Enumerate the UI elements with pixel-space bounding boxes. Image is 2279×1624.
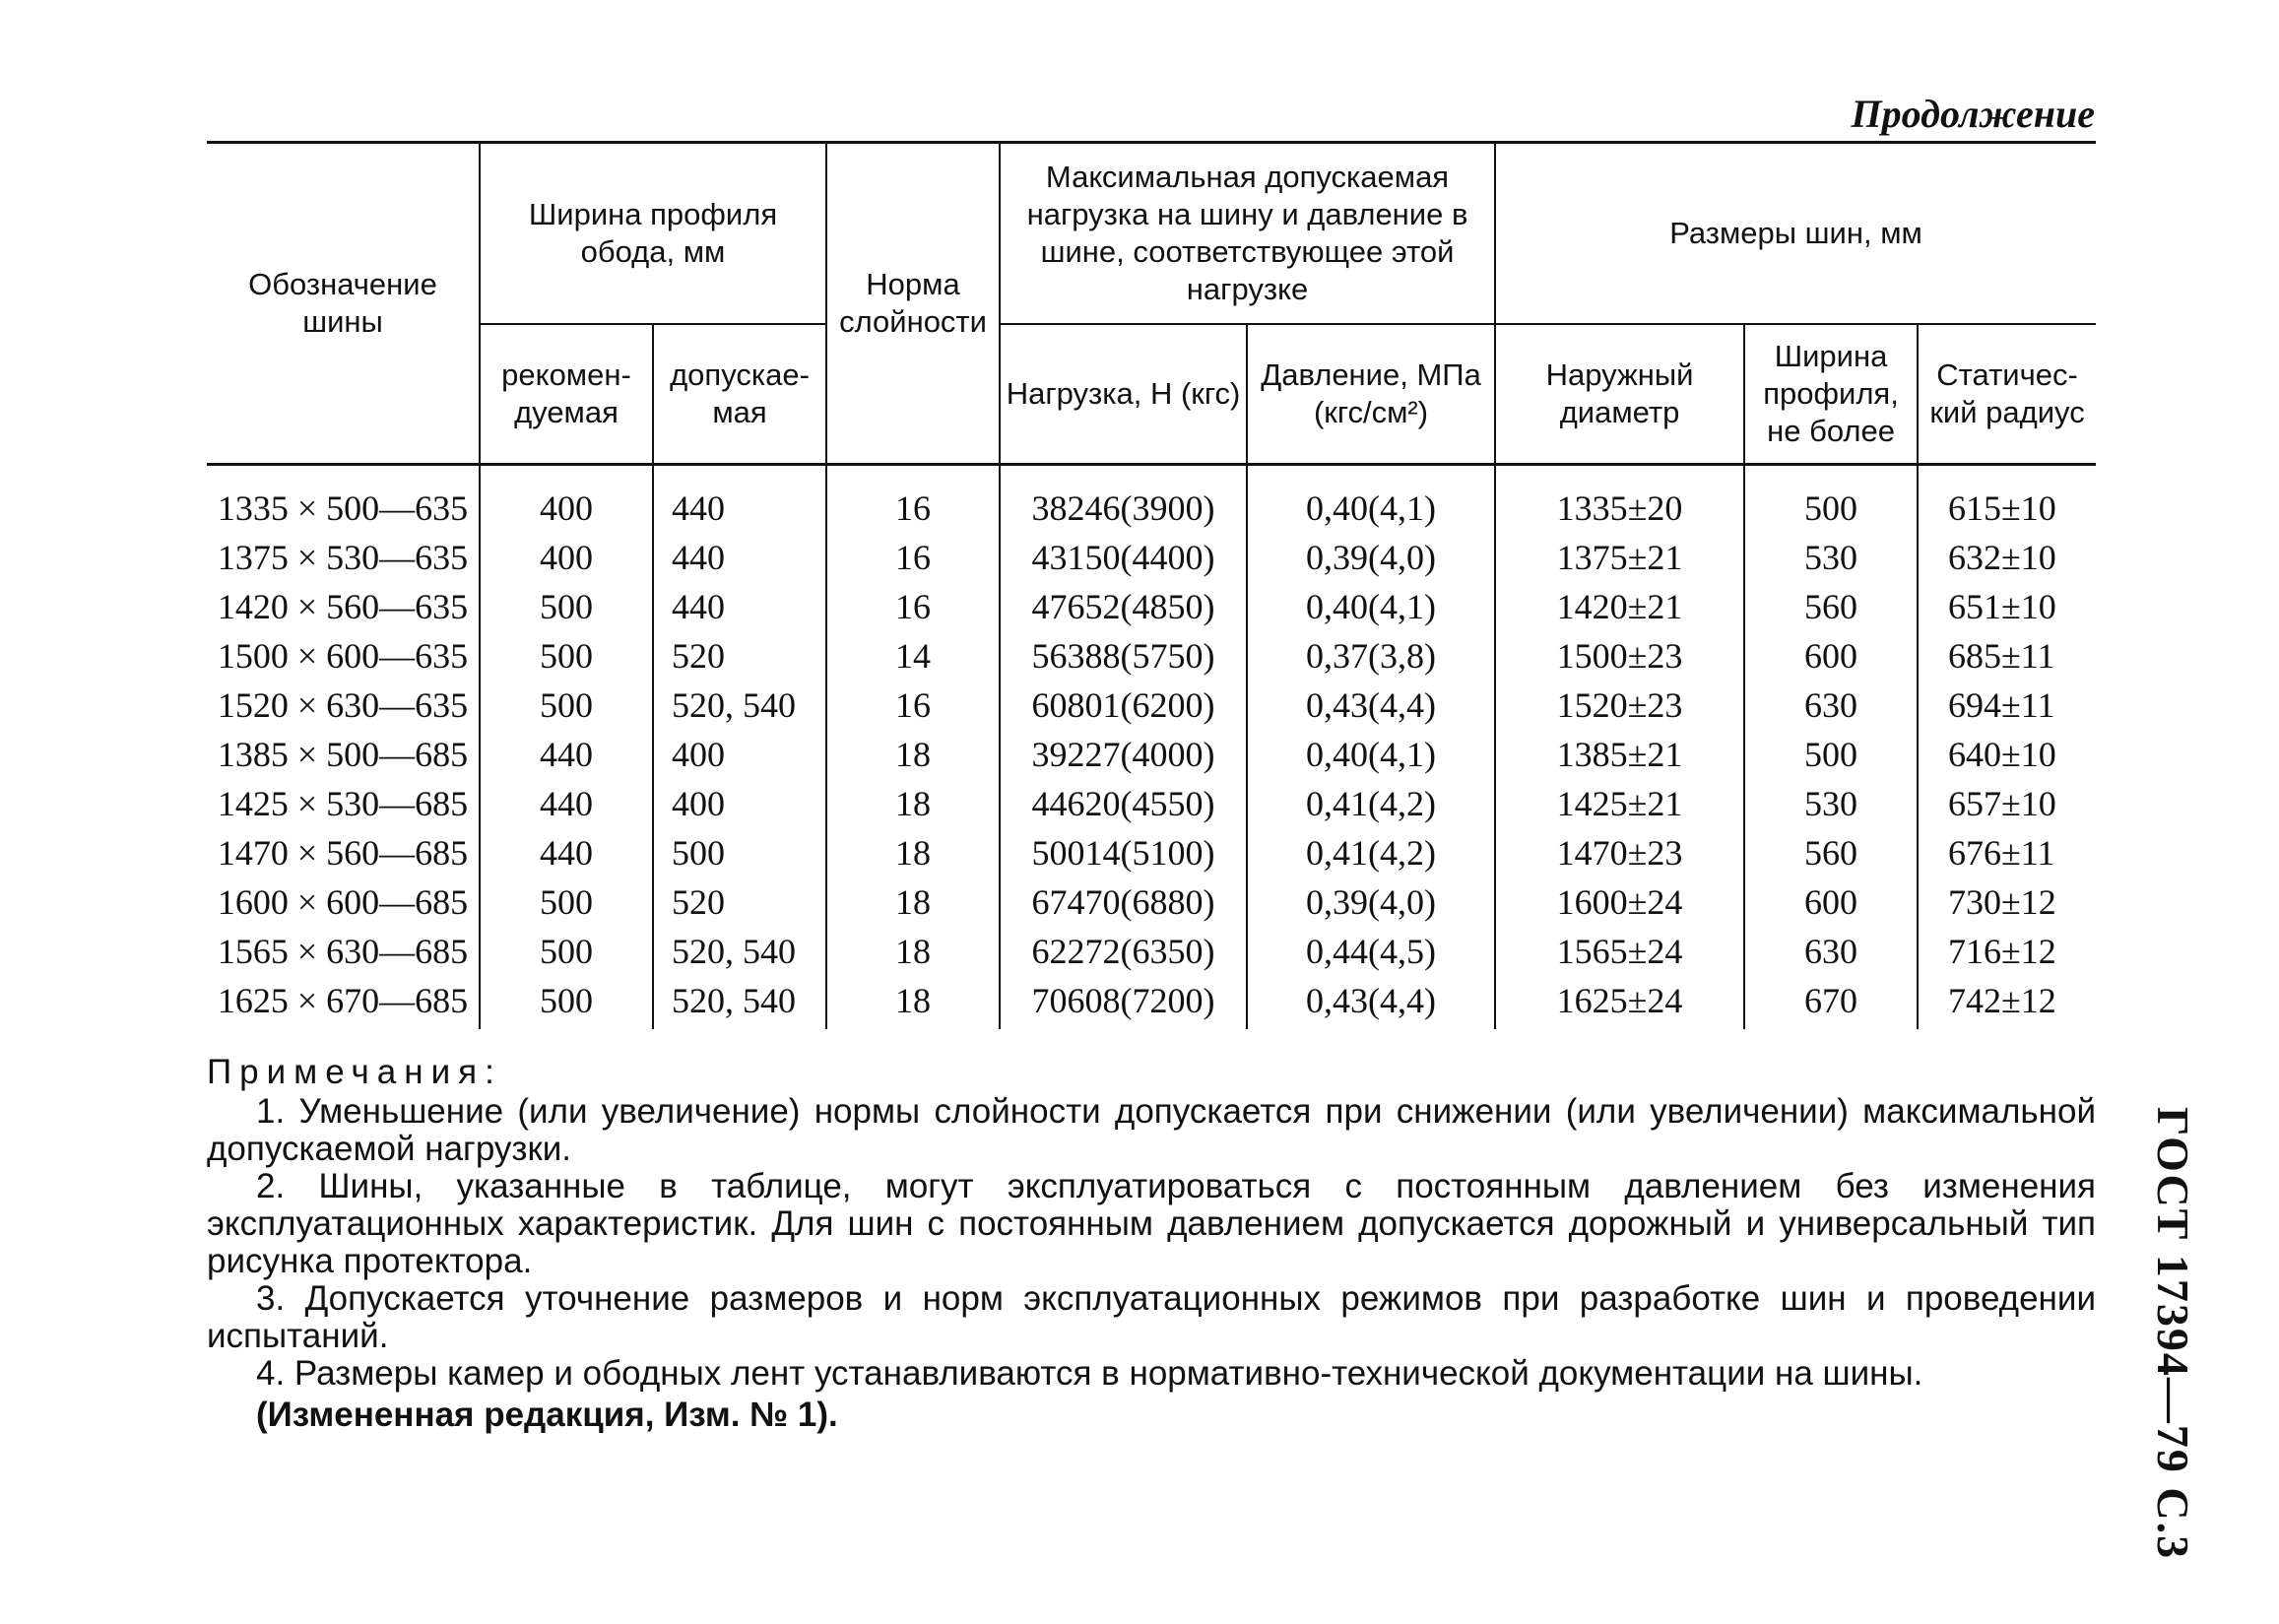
- cell-allowed-width: 520, 540: [653, 927, 826, 976]
- cell-outer-diameter: 1600±24: [1495, 877, 1744, 927]
- cell-static-radius: 632±10: [1918, 533, 2096, 582]
- cell-load: 56388(5750): [1000, 631, 1247, 681]
- cell-ply-rating: 16: [826, 681, 1000, 730]
- cell-ply-rating: 14: [826, 631, 1000, 681]
- cell-allowed-width: 400: [653, 730, 826, 779]
- cell-section-width: 630: [1744, 681, 1918, 730]
- table-row: [207, 533, 2096, 582]
- cell-tire-designation: 1625 × 670—685: [207, 976, 480, 1029]
- table-row: [207, 681, 2096, 730]
- cell-load: 62272(6350): [1000, 927, 1247, 976]
- cell-ply-rating: 16: [826, 533, 1000, 582]
- table-header: [207, 143, 2096, 465]
- cell-static-radius: 730±12: [1918, 877, 2096, 927]
- cell-section-width: 560: [1744, 582, 1918, 631]
- cell-allowed-width: 520: [653, 631, 826, 681]
- cell-static-radius: 651±10: [1918, 582, 2096, 631]
- cell-recommended-width: 500: [480, 582, 653, 631]
- table-row: [207, 976, 2096, 1029]
- cell-section-width: 600: [1744, 631, 1918, 681]
- continuation-label: Продолжение: [1851, 92, 2095, 136]
- cell-outer-diameter: 1520±23: [1495, 681, 1744, 730]
- cell-tire-designation: 1600 × 600—685: [207, 877, 480, 927]
- cell-pressure: 0,39(4,0): [1247, 533, 1495, 582]
- cell-allowed-width: 500: [653, 828, 826, 877]
- cell-pressure: 0,39(4,0): [1247, 877, 1495, 927]
- cell-recommended-width: 440: [480, 779, 653, 828]
- header-recommended: рекомен-дуемая: [480, 324, 653, 465]
- cell-recommended-width: 500: [480, 877, 653, 927]
- cell-ply-rating: 18: [826, 976, 1000, 1029]
- cell-allowed-width: 520, 540: [653, 976, 826, 1029]
- cell-tire-designation: 1470 × 560—685: [207, 828, 480, 877]
- cell-ply-rating: 16: [826, 582, 1000, 631]
- cell-tire-designation: 1375 × 530—635: [207, 533, 480, 582]
- cell-recommended-width: 500: [480, 681, 653, 730]
- cell-load: 70608(7200): [1000, 976, 1247, 1029]
- table-row: [207, 927, 2096, 976]
- cell-outer-diameter: 1335±20: [1495, 465, 1744, 534]
- cell-outer-diameter: 1425±21: [1495, 779, 1744, 828]
- header-static-radius: Статичес-кий радиус: [1918, 324, 2096, 465]
- note-item: 4. Размеры камер и ободных лент устанавливаются в нормативно-технической документации на шины.: [256, 1354, 1923, 1393]
- table-row: [207, 779, 2096, 828]
- cell-pressure: 0,44(4,5): [1247, 927, 1495, 976]
- notes-heading: Примечания:: [207, 1053, 502, 1091]
- cell-pressure: 0,43(4,4): [1247, 976, 1495, 1029]
- cell-outer-diameter: 1420±21: [1495, 582, 1744, 631]
- cell-outer-diameter: 1625±24: [1495, 976, 1744, 1029]
- cell-pressure: 0,40(4,1): [1247, 465, 1495, 534]
- cell-tire-designation: 1420 × 560—635: [207, 582, 480, 631]
- cell-tire-designation: 1500 × 600—635: [207, 631, 480, 681]
- cell-load: 47652(4850): [1000, 582, 1247, 631]
- cell-outer-diameter: 1385±21: [1495, 730, 1744, 779]
- cell-allowed-width: 520, 540: [653, 681, 826, 730]
- cell-ply-rating: 18: [826, 927, 1000, 976]
- cell-recommended-width: 440: [480, 828, 653, 877]
- cell-pressure: 0,41(4,2): [1247, 779, 1495, 828]
- cell-static-radius: 716±12: [1918, 927, 2096, 976]
- cell-static-radius: 640±10: [1918, 730, 2096, 779]
- notes-section: [207, 1054, 2096, 1434]
- cell-tire-designation: 1520 × 630—635: [207, 681, 480, 730]
- cell-load: 38246(3900): [1000, 465, 1247, 534]
- cell-section-width: 500: [1744, 730, 1918, 779]
- cell-load: 43150(4400): [1000, 533, 1247, 582]
- table-row: [207, 877, 2096, 927]
- cell-outer-diameter: 1470±23: [1495, 828, 1744, 877]
- tire-specifications-table: [207, 141, 2096, 1029]
- table-body: [207, 465, 2096, 1030]
- cell-recommended-width: 400: [480, 533, 653, 582]
- cell-allowed-width: 440: [653, 582, 826, 631]
- header-pressure: Давление, МПа (кгс/см²): [1247, 324, 1495, 465]
- cell-pressure: 0,41(4,2): [1247, 828, 1495, 877]
- cell-tire-designation: 1425 × 530—685: [207, 779, 480, 828]
- cell-pressure: 0,37(3,8): [1247, 631, 1495, 681]
- cell-tire-designation: 1385 × 500—685: [207, 730, 480, 779]
- cell-static-radius: 694±11: [1918, 681, 2096, 730]
- cell-section-width: 500: [1744, 465, 1918, 534]
- table-row: [207, 730, 2096, 779]
- cell-section-width: 560: [1744, 828, 1918, 877]
- cell-tire-designation: 1335 × 500—635: [207, 465, 480, 534]
- cell-static-radius: 676±11: [1918, 828, 2096, 877]
- cell-load: 67470(6880): [1000, 877, 1247, 927]
- cell-static-radius: 615±10: [1918, 465, 2096, 534]
- cell-load: 60801(6200): [1000, 681, 1247, 730]
- cell-ply-rating: 16: [826, 465, 1000, 534]
- cell-pressure: 0,40(4,1): [1247, 730, 1495, 779]
- header-rim-width: Ширина профиля обода, мм: [480, 143, 826, 325]
- cell-section-width: 600: [1744, 877, 1918, 927]
- cell-allowed-width: 520: [653, 877, 826, 927]
- header-designation: Обозначение шины: [207, 143, 480, 465]
- table-row: [207, 828, 2096, 877]
- cell-recommended-width: 400: [480, 465, 653, 534]
- cell-static-radius: 657±10: [1918, 779, 2096, 828]
- header-max-load: Макcимальная допускаемая нагрузка на шину и давление в шине, соответствующее этой нагрузке: [1000, 143, 1495, 325]
- cell-recommended-width: 440: [480, 730, 653, 779]
- table-row: [207, 631, 2096, 681]
- cell-section-width: 630: [1744, 927, 1918, 976]
- cell-load: 50014(5100): [1000, 828, 1247, 877]
- cell-pressure: 0,40(4,1): [1247, 582, 1495, 631]
- cell-recommended-width: 500: [480, 927, 653, 976]
- header-allowed: допускае-мая: [653, 324, 826, 465]
- cell-allowed-width: 440: [653, 533, 826, 582]
- cell-ply-rating: 18: [826, 779, 1000, 828]
- note-item: 2. Шины, указанные в таблице, могут эксплуатироваться с постоянным давлением без изменения эксплуатационных характеристик. Для шин с постоянным давлением допускается дорожный и универсальный тип рисунка протектора.: [207, 1167, 2096, 1280]
- cell-ply-rating: 18: [826, 877, 1000, 927]
- cell-load: 44620(4550): [1000, 779, 1247, 828]
- header-load: Нагрузка, Н (кгс): [1000, 324, 1247, 465]
- cell-section-width: 670: [1744, 976, 1918, 1029]
- cell-pressure: 0,43(4,4): [1247, 681, 1495, 730]
- table-row: [207, 582, 2096, 631]
- cell-section-width: 530: [1744, 779, 1918, 828]
- header-section-width: Ширина профиля, не более: [1744, 324, 1918, 465]
- tire-table-container: [207, 141, 2096, 1029]
- cell-tire-designation: 1565 × 630—685: [207, 927, 480, 976]
- cell-allowed-width: 440: [653, 465, 826, 534]
- note-item: 1. Уменьшение (или увеличение) нормы слойности допускается при снижении (или увеличении) максимальной допускаемой нагрузки.: [207, 1092, 2096, 1168]
- cell-static-radius: 742±12: [1918, 976, 2096, 1029]
- header-ply-rating: Норма слойности: [826, 143, 1000, 465]
- cell-ply-rating: 18: [826, 828, 1000, 877]
- table-row: [207, 465, 2096, 534]
- header-tire-sizes: Размеры шин, мм: [1495, 143, 2096, 325]
- cell-recommended-width: 500: [480, 631, 653, 681]
- cell-ply-rating: 18: [826, 730, 1000, 779]
- cell-allowed-width: 400: [653, 779, 826, 828]
- cell-recommended-width: 500: [480, 976, 653, 1029]
- amendment-note: (Измененная редакция, Изм. № 1).: [256, 1396, 838, 1434]
- cell-section-width: 530: [1744, 533, 1918, 582]
- cell-outer-diameter: 1565±24: [1495, 927, 1744, 976]
- cell-load: 39227(4000): [1000, 730, 1247, 779]
- note-item: 3. Допускается уточнение размеров и норм эксплуатационных режимов при разработке шин и проведении испытаний.: [207, 1279, 2096, 1355]
- cell-outer-diameter: 1500±23: [1495, 631, 1744, 681]
- cell-static-radius: 685±11: [1918, 631, 2096, 681]
- header-outer-diameter: Наружный диаметр: [1495, 324, 1744, 465]
- cell-outer-diameter: 1375±21: [1495, 533, 1744, 582]
- document-side-label: ГОСТ 17394—79 С.3: [2148, 1107, 2198, 1561]
